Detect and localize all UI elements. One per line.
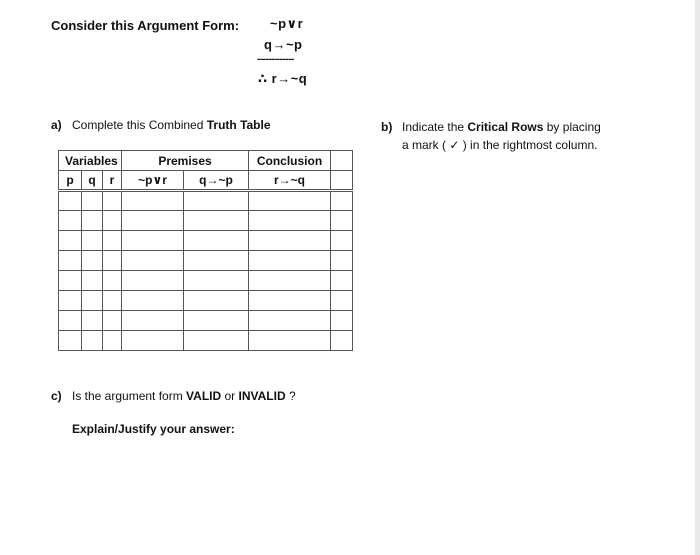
cell-r[interactable]	[103, 331, 122, 351]
question-c-label: c)	[51, 389, 62, 403]
cell-q[interactable]	[82, 331, 103, 351]
premise-1: ~p∨r	[270, 16, 304, 31]
header-conclusion: Conclusion	[249, 151, 331, 171]
question-b-text-2: by placing	[543, 120, 601, 134]
cell-premise-2[interactable]	[184, 311, 249, 331]
explain-prompt: Explain/Justify your answer:	[72, 422, 235, 436]
cell-conclusion[interactable]	[249, 291, 331, 311]
question-b-text-3: a mark ( ✓ ) in the rightmost column.	[402, 138, 598, 152]
cell-premise-2[interactable]	[184, 231, 249, 251]
table-row	[59, 291, 353, 311]
question-b	[381, 118, 601, 154]
question-b-label: b)	[381, 120, 393, 134]
col-p: p	[59, 171, 82, 191]
cell-p[interactable]	[59, 271, 82, 291]
argument-separator: -------------	[257, 54, 294, 65]
question-a-label: a)	[51, 118, 62, 132]
cell-q[interactable]	[82, 211, 103, 231]
cell-premise-2[interactable]	[184, 191, 249, 211]
truth-table-body	[59, 191, 353, 351]
col-premise-1: ~p∨r	[122, 171, 184, 191]
cell-premise-1[interactable]	[122, 191, 184, 211]
page-edge	[695, 0, 700, 555]
cell-p[interactable]	[59, 231, 82, 251]
argument-conclusion: ∴ r→~q	[258, 71, 308, 86]
cell-premise-2[interactable]	[184, 291, 249, 311]
cell-r[interactable]	[103, 251, 122, 271]
cell-p[interactable]	[59, 191, 82, 211]
table-row	[59, 311, 353, 331]
argument-title: Consider this Argument Form:	[51, 18, 240, 33]
header-blank	[331, 151, 353, 171]
cell-premise-1[interactable]	[122, 311, 184, 331]
cell-p[interactable]	[59, 211, 82, 231]
cell-conclusion[interactable]	[249, 211, 331, 231]
table-row	[59, 251, 353, 271]
header-variables: Variables	[59, 151, 122, 171]
question-a-text: Complete this Combined	[72, 118, 207, 132]
cell-q[interactable]	[82, 231, 103, 251]
table-row	[59, 191, 353, 211]
cell-critical-mark[interactable]	[331, 191, 353, 211]
cell-premise-2[interactable]	[184, 211, 249, 231]
cell-critical-mark[interactable]	[331, 271, 353, 291]
table-row	[59, 211, 353, 231]
cell-r[interactable]	[103, 271, 122, 291]
or-word: or	[221, 389, 239, 403]
cell-premise-1[interactable]	[122, 331, 184, 351]
col-q: q	[82, 171, 103, 191]
cell-critical-mark[interactable]	[331, 231, 353, 251]
cell-q[interactable]	[82, 251, 103, 271]
cell-critical-mark[interactable]	[331, 331, 353, 351]
cell-r[interactable]	[103, 291, 122, 311]
col-conclusion: r→~q	[249, 171, 331, 191]
cell-p[interactable]	[59, 291, 82, 311]
question-b-text-1: Indicate the	[402, 120, 468, 134]
cell-premise-2[interactable]	[184, 251, 249, 271]
cell-premise-2[interactable]	[184, 271, 249, 291]
cell-p[interactable]	[59, 251, 82, 271]
question-c	[51, 389, 296, 403]
cell-q[interactable]	[82, 271, 103, 291]
cell-r[interactable]	[103, 191, 122, 211]
table-row	[59, 331, 353, 351]
cell-conclusion[interactable]	[249, 331, 331, 351]
cell-conclusion[interactable]	[249, 231, 331, 251]
header-premises: Premises	[122, 151, 249, 171]
question-c-text: Is the argument form	[72, 389, 187, 403]
cell-critical-mark[interactable]	[331, 291, 353, 311]
cell-premise-1[interactable]	[122, 291, 184, 311]
cell-conclusion[interactable]	[249, 191, 331, 211]
question-b-bold: Critical Rows	[467, 120, 544, 134]
cell-q[interactable]	[82, 191, 103, 211]
cell-q[interactable]	[82, 291, 103, 311]
cell-conclusion[interactable]	[249, 271, 331, 291]
table-group-header-row	[59, 151, 353, 171]
cell-premise-1[interactable]	[122, 251, 184, 271]
cell-premise-1[interactable]	[122, 231, 184, 251]
cell-conclusion[interactable]	[249, 251, 331, 271]
table-row	[59, 231, 353, 251]
cell-premise-1[interactable]	[122, 271, 184, 291]
table-column-header-row	[59, 171, 353, 191]
cell-p[interactable]	[59, 331, 82, 351]
cell-critical-mark[interactable]	[331, 311, 353, 331]
cell-premise-2[interactable]	[184, 331, 249, 351]
invalid-word: INVALID	[238, 389, 286, 403]
question-c-suffix: ?	[285, 389, 296, 403]
cell-critical-mark[interactable]	[331, 211, 353, 231]
cell-r[interactable]	[103, 211, 122, 231]
cell-r[interactable]	[103, 311, 122, 331]
premise-2: q→~p	[264, 37, 303, 52]
cell-q[interactable]	[82, 311, 103, 331]
cell-r[interactable]	[103, 231, 122, 251]
table-row	[59, 271, 353, 291]
col-premise-2: q→~p	[184, 171, 249, 191]
valid-word: VALID	[186, 389, 222, 403]
col-critical-mark	[331, 171, 353, 191]
cell-p[interactable]	[59, 311, 82, 331]
cell-premise-1[interactable]	[122, 211, 184, 231]
cell-critical-mark[interactable]	[331, 251, 353, 271]
cell-conclusion[interactable]	[249, 311, 331, 331]
question-a-bold: Truth Table	[206, 118, 271, 132]
question-a	[51, 118, 271, 132]
col-r: r	[103, 171, 122, 191]
truth-table	[58, 150, 353, 351]
